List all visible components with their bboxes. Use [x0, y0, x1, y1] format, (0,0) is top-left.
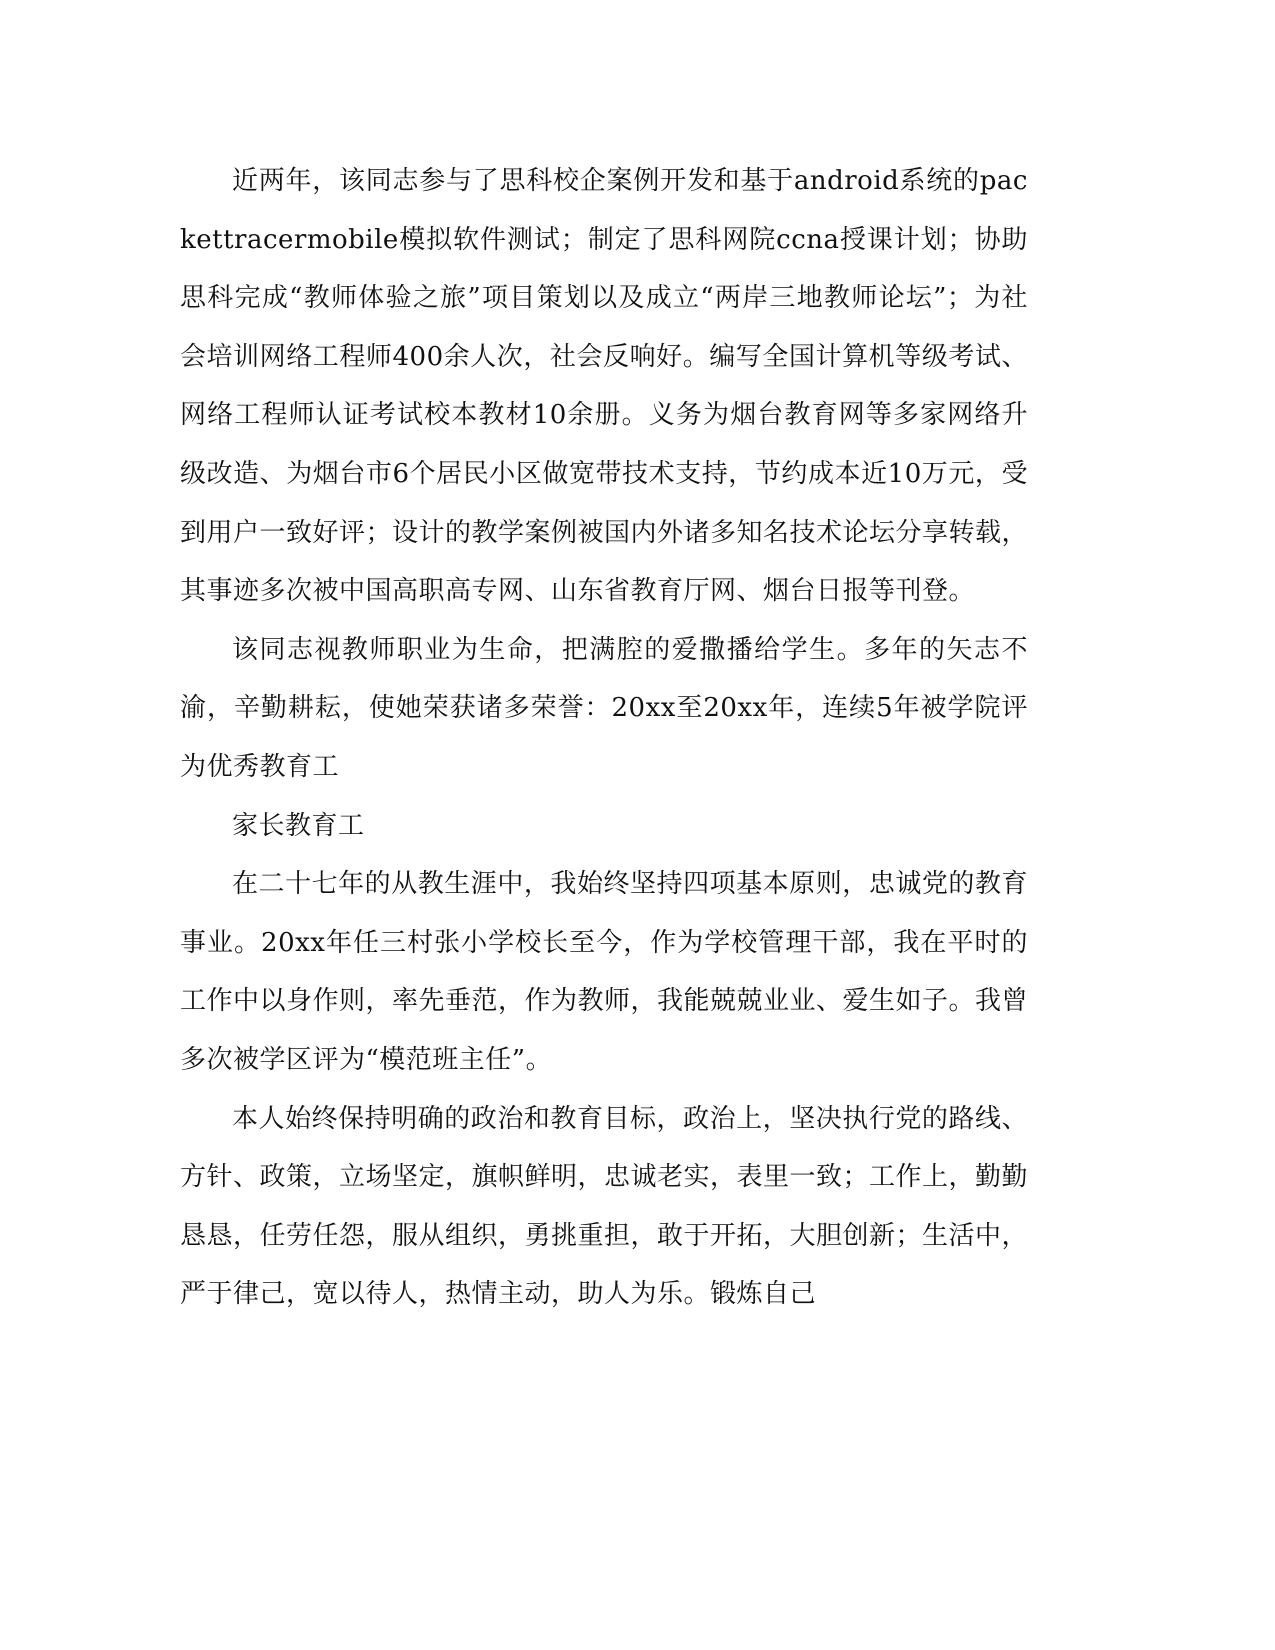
paragraph-3: 家长教育工	[232, 810, 365, 841]
paragraph-4: 在二十七年的从教生涯中，我始终坚持四项基本原则，忠诚党的教育事业。20xx年任三村张小学校长至今，作为学校管理干部，我在平时的工作中以身作则，率先垂范，作为教师，我能兢兢业业、爱生如子。我曾多次被学区评为“模范班主任”。	[180, 869, 1029, 1075]
document-page	[180, 152, 1028, 1324]
paragraph-2: 该同志视教师职业为生命，把满腔的爱撒播给学生。多年的矢志不渝，辛勤耕耘，使她荣获诸多荣誉：20xx至20xx年，连续5年被学院评为优秀教育工	[180, 634, 1028, 782]
paragraph-5: 本人始终保持明确的政治和教育目标，政治上，坚决执行党的路线、方针、政策，立场坚定，旗帜鲜明，忠诚老实，表里一致；工作上，勤勤恳恳，任劳任怨，服从组织，勇挑重担，敢于开拓，大胆创新；生活中，严于律己，宽以待人，热情主动，助人为乐。锻炼自己	[180, 1103, 1029, 1310]
paragraph-1: 近两年，该同志参与了思科校企案例开发和基于android系统的packettracermobile模拟软件测试；制定了思科网院ccna授课计划；协助思科完成“教师体验之旅”项目策划以及成立“两岸三地教师论坛”；为社会培训网络工程师400余人次，社会反响好。编写全国计算机等级考试、网络工程师认证考试校本教材10余册。义务为烟台教育网等多家网络升级改造、为烟台市6个居民小区做宽带技术支持，节约成本近10万元，受到用户一致好评；设计的教学案例被国内外诸多知名技术论坛分享转载，其事迹多次被中国高职高专网、山东省教育厅网、烟台日报等刊登。	[180, 166, 1029, 607]
